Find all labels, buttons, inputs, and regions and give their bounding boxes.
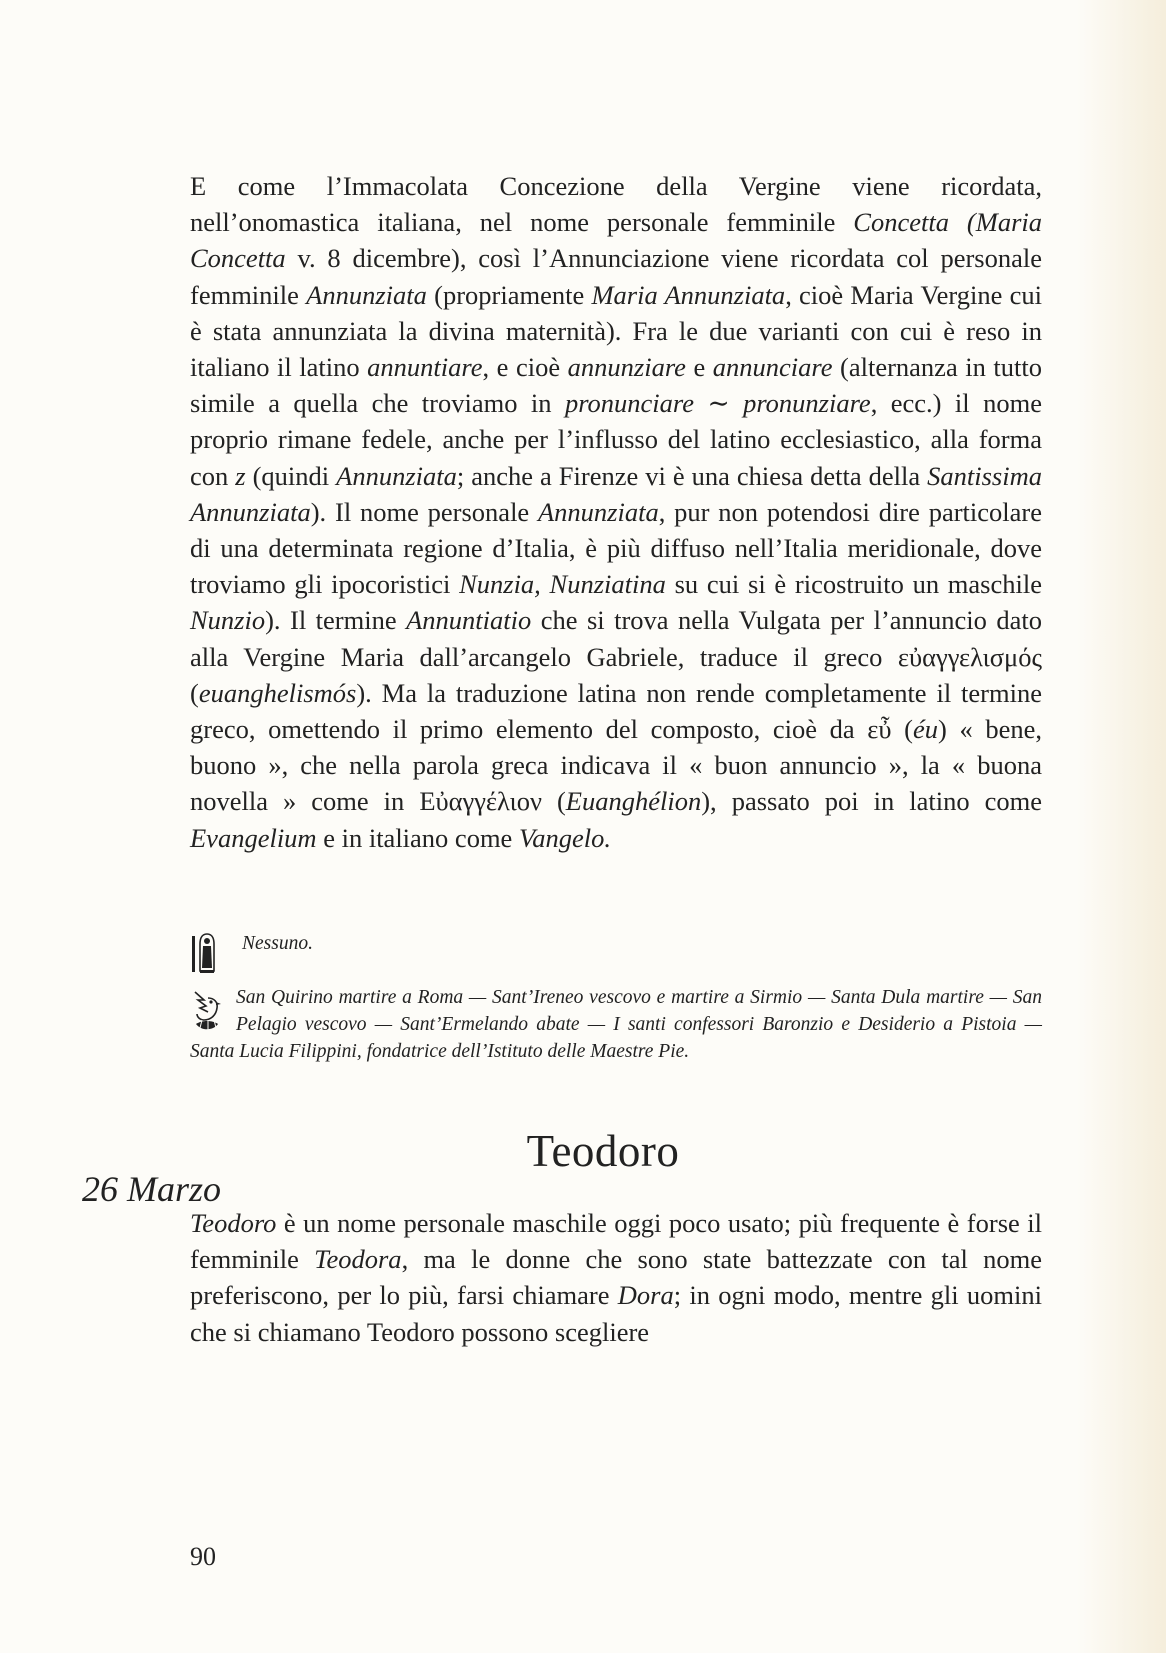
text-run: ). Il termine bbox=[265, 605, 407, 636]
text-run: Dora bbox=[617, 1280, 674, 1311]
page-number: 90 bbox=[190, 1542, 216, 1571]
text-run: (quindi bbox=[245, 460, 337, 491]
text-run: Concetta (Maria Concetta bbox=[190, 207, 1043, 274]
text-run: pronunciare bbox=[564, 388, 695, 419]
feast-date: 26 Marzo bbox=[82, 1169, 222, 1209]
text-run: e bbox=[685, 352, 713, 383]
text-run: ). Il nome personale bbox=[310, 496, 538, 527]
text-run: ) « bene, buono », che nella parola greca indicava il « buon annuncio », la « buona novella » come in Εὐαγγέλιον ( bbox=[190, 714, 1042, 817]
page-edge-shading bbox=[1076, 0, 1166, 1653]
paragraph-teodoro bbox=[190, 1205, 1042, 1350]
text-run: Maria Annunziata bbox=[591, 279, 786, 310]
eagle-icon bbox=[190, 986, 224, 1036]
text-run: euanghelismós bbox=[198, 677, 357, 708]
text-run: (alternanza in tutto simile a quella che troviamo in bbox=[190, 352, 1042, 419]
text-run: , e cioè bbox=[482, 352, 568, 383]
text-run: z bbox=[235, 460, 246, 491]
paragraph-annunziata bbox=[190, 168, 1042, 856]
text-run: , ma le donne che sono state battezzate con tal nome preferiscono, per lo più, farsi chiamare bbox=[190, 1244, 1042, 1311]
text-run: è un nome personale maschile oggi poco usato; più frequente è forse il femminile bbox=[190, 1208, 1042, 1275]
text-run: Teodora bbox=[314, 1244, 402, 1275]
paragraph-teodoro-text bbox=[190, 1205, 1042, 1350]
text-run: ∼ bbox=[694, 388, 744, 419]
text-run: E come l’Immacolata Concezione della Vergine viene ricordata, nell’onomastica italiana, nel nome personale femminile bbox=[190, 171, 1042, 238]
text-run: Annunziata bbox=[306, 279, 427, 310]
patron-note bbox=[190, 930, 1042, 974]
text-run: ; anche a Firenze vi è una chiesa detta della bbox=[456, 460, 928, 491]
text-run: Euanghélion bbox=[565, 786, 702, 817]
text-run: éu bbox=[913, 714, 939, 745]
paragraph-annunziata-text bbox=[190, 168, 1042, 856]
text-run: Annunziata bbox=[336, 460, 457, 491]
text-run: Nunzia, Nunziatina bbox=[459, 569, 666, 600]
text-run: Annuntiatio bbox=[406, 605, 532, 636]
text-run: pronunziare bbox=[743, 388, 871, 419]
calendar-notes bbox=[190, 930, 1042, 1065]
text-run: annunciare bbox=[712, 352, 833, 383]
text-run: ; in ogni modo, mentre gli uomini che si chiamano Teodoro possono scegliere bbox=[190, 1280, 1043, 1347]
text-run: che si trova nella Vulgata per l’annuncio dato alla Vergine Maria dall’arcangelo Gabriele, traduce il greco εὐαγγελισμός ( bbox=[190, 605, 1042, 708]
text-run: Evangelium bbox=[190, 822, 317, 853]
text-run: annunziare bbox=[567, 352, 686, 383]
text-run: Nunzio bbox=[190, 605, 266, 636]
saints-note-text: San Quirino martire a Roma — Sant’Ireneo vescovo e martire a Sirmio — Santa Dula martire — San Pelagio vescovo — Sant’Ermelando abate — I santi confessori Baronzio e Desiderio a Pistoia — Santa Lucia Filippini, fondatrice dell’Istituto delle Maestre Pie. bbox=[190, 987, 1042, 1062]
section-title: Teodoro bbox=[526, 1126, 680, 1176]
saint-statue-icon bbox=[190, 930, 224, 974]
text-run: su cui si è ricostruito un maschile bbox=[665, 569, 1042, 600]
text-run: ). Ma la traduzione latina non rende completamente il termine greco, omettendo il primo elemento del composto, cioè da εὖ ( bbox=[190, 677, 1042, 745]
text-run: v. 8 dicembre), così l’Annunciazione viene ricordata col personale femminile bbox=[190, 243, 1042, 310]
text-run: , pur non potendosi dire particolare di una determinata regione d’Italia, è più diffuso nell’Italia meridionale, dove troviamo gli ipocoristici bbox=[190, 496, 1042, 600]
text-run: annuntiare bbox=[367, 352, 483, 383]
text-run: , cioè Maria Vergine cui è stata annunziata la divina maternità). Fra le due varianti con cui è reso in italiano il latino bbox=[190, 279, 1042, 383]
text-run: , ecc.) il nome proprio rimane fedele, anche per l’influsso del latino ecclesiastico, alla forma con bbox=[190, 388, 1042, 491]
text-run: Annunziata bbox=[538, 496, 659, 527]
text-run: Vangelo. bbox=[518, 822, 611, 853]
text-run: e in italiano come bbox=[316, 822, 519, 853]
saints-note bbox=[190, 984, 1042, 1065]
text-run: Teodoro bbox=[190, 1208, 277, 1238]
patron-note-text: Nessuno. bbox=[242, 933, 313, 954]
text-run: (propriamente bbox=[426, 279, 592, 310]
text-run: ), passato poi in latino come bbox=[701, 786, 1042, 817]
text-run: Santissima Annunziata bbox=[190, 460, 1042, 527]
